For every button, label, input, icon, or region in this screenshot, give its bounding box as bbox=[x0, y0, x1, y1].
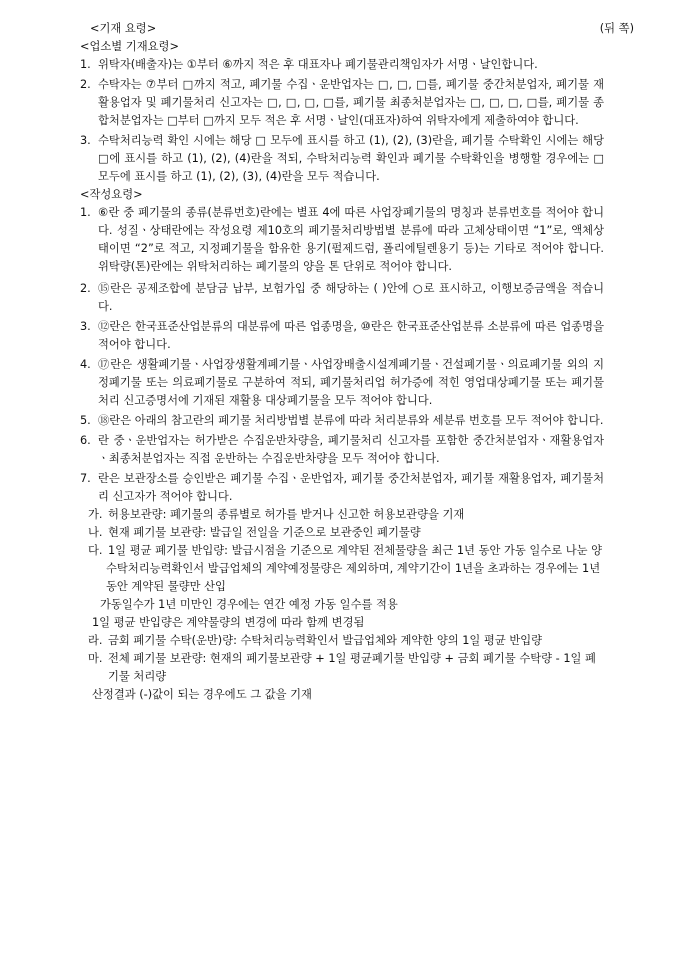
sub-item-text: 1일 평균 폐기물 반입량: 발급시점을 기준으로 계약된 전체물량을 최근 1년 동안 가동 일수로 나눈 양 bbox=[108, 544, 603, 557]
sub-item-text: 전체 폐기물 보관량: 현재의 폐기물보관량 + 1일 평균폐기물 반입량 + 금회 폐기물 수탁량 - 1일 폐기물 처리량 bbox=[108, 652, 596, 683]
final-note: 산정결과 (-)값이 되는 경우에도 그 값을 기재 bbox=[92, 688, 312, 701]
sub-item bbox=[80, 632, 604, 650]
item-text: 수탁자는 ⑦부터 □까지 적고, 폐기물 수집ㆍ운반업자는 □, □, □를, 폐기물 중간처분업자, 폐기물 재활용업자 및 폐기물처리 신고자는 □, □, □, □를, 폐기물 최종처분업자는 □, □, □, □를, 폐기물 종합처분업자는 □부터 □까지 모두 적은 후 서명ㆍ날인(대표자)하여 위탁자에게 제출하여야 합니다. bbox=[98, 78, 604, 127]
list-item bbox=[80, 470, 604, 506]
sub-note: 1일 평균 반입량은 계약물량의 변경에 따라 함께 변경됨 bbox=[92, 616, 365, 629]
sub-item-text: 현재 폐기물 보관량: 발급일 전일을 기준으로 보관중인 폐기물량 bbox=[108, 526, 421, 539]
item-number: 6. bbox=[80, 434, 91, 447]
sub-item-number: 라. bbox=[88, 634, 103, 647]
sub-item-number: 가. bbox=[88, 508, 103, 521]
page-title: <기재 요령> bbox=[90, 22, 157, 35]
item-text: ⑰란은 생활폐기물ㆍ사업장생활계폐기물ㆍ사업장배출시설계폐기물ㆍ건설폐기물ㆍ의료폐기물 외의 지정폐기물 또는 의료폐기물로 구분하여 적되, 폐기물처리업 허가증에 적힌 영업대상폐기물 또는 폐기물처리 신고증명서에 기재된 재활용 대상폐기물을 모두 적어야 합니다. bbox=[98, 358, 604, 407]
item-number: 2. bbox=[80, 282, 91, 295]
item-text: 위탁자(배출자)는 ①부터 ⑥까지 적은 후 대표자나 폐기물관리책임자가 서명ㆍ날인합니다. bbox=[98, 58, 538, 71]
list-item bbox=[80, 204, 604, 276]
item-number: 4. bbox=[80, 358, 91, 371]
item-number: 5. bbox=[80, 414, 91, 427]
item-text: 란 중ㆍ운반업자는 허가받은 수집운반차량을, 폐기물처리 신고자를 포함한 중간처분업자ㆍ재활용업자ㆍ최종처분업자는 직접 운반하는 수집운반차량을 모두 적어야 합니다. bbox=[98, 434, 604, 465]
sub-item bbox=[80, 524, 604, 542]
item-number: 1. bbox=[80, 58, 91, 71]
page-header bbox=[80, 20, 634, 38]
item-text: 수탁처리능력 확인 시에는 해당 □ 모두에 표시를 하고 (1), (2), (3)란을, 폐기물 수탁확인 시에는 해당 □에 표시를 하고 (1), (2), (4)란을 적되, 수탁처리능력 확인과 폐기물 수탁확인을 병행할 경우에는 □ 모두에 표시를 하고 (1), (2), (3), (4)란을 모두 적습니다. bbox=[98, 134, 604, 183]
list-item bbox=[80, 56, 604, 74]
section-heading: <작성요령> bbox=[80, 188, 143, 201]
list-item bbox=[80, 432, 604, 468]
sub-item bbox=[80, 506, 604, 524]
section-business-guide bbox=[80, 38, 604, 186]
list-item bbox=[80, 76, 604, 130]
sub-item bbox=[80, 650, 604, 686]
item-text: 란은 보관장소를 승인받은 폐기물 수집ㆍ운반업자, 폐기물 중간처분업자, 폐기물 재활용업자, 폐기물처리 신고자가 적어야 합니다. bbox=[98, 472, 604, 503]
list-item bbox=[80, 132, 604, 186]
item-number: 3. bbox=[80, 320, 91, 333]
sub-item-number: 나. bbox=[88, 526, 103, 539]
sub-item-number: 마. bbox=[88, 652, 103, 665]
sub-note: 가동일수가 1년 미만인 경우에는 연간 예정 가동 일수를 적용 bbox=[100, 598, 398, 611]
sub-item-text: 금회 폐기물 수탁(운반)량: 수탁처리능력확인서 발급업체와 계약한 양의 1일 평균 반입량 bbox=[108, 634, 543, 647]
item-text: ⑱란은 아래의 참고란의 폐기물 처리방법별 분류에 따라 처리분류와 세분류 번호를 모두 적어야 합니다. bbox=[98, 414, 604, 427]
item-text: ⑫란은 한국표준산업분류의 대분류에 따른 업종명을, ⑩란은 한국표준산업분류 소분류에 따른 업종명을 적어야 합니다. bbox=[98, 320, 604, 351]
sub-item-number: 다. bbox=[88, 544, 103, 557]
list-item bbox=[80, 412, 604, 430]
item-number: 7. bbox=[80, 472, 91, 485]
item-number: 2. bbox=[80, 78, 91, 91]
item-number: 1. bbox=[80, 206, 91, 219]
sub-note: 수탁처리능력확인서 발급업체의 계약예정물량은 제외하며, 계약기간이 1년을 초과하는 경우에는 1년 동안 계약된 물량만 산입 bbox=[106, 562, 601, 593]
item-text: ⑮란은 공제조합에 분담금 납부, 보험가입 중 해당하는 ( )안에 ○로 표시하고, 이행보증금액을 적습니다. bbox=[98, 282, 604, 313]
section-writing-guide bbox=[80, 186, 604, 704]
list-item bbox=[80, 356, 604, 410]
item-text: ⑥란 중 폐기물의 종류(분류번호)란에는 별표 4에 따른 사업장폐기물의 명칭과 분류번호를 적어야 합니다. 성질ㆍ상태란에는 작성요령 제10호의 폐기물처리방법별 분류에 따라 고체상태이면 “1”로, 액체상태이면 “2”로 적고, 지정폐기물을 함유한 용기(펄제드럼, 폴리에틸렌용기 등)는 기타로 적어야 합니다. 위탁량(톤)란에는 위탁처리하는 폐기물의 양을 톤 단위로 적어야 합니다. bbox=[98, 206, 604, 273]
section-heading: <업소별 기재요령> bbox=[80, 40, 179, 53]
sub-item bbox=[80, 542, 604, 560]
sub-item-text: 허용보관량: 폐기물의 종류별로 허가를 받거나 신고한 허용보관량을 기재 bbox=[108, 508, 465, 521]
page-side-label: (뒤 쪽) bbox=[599, 22, 634, 35]
list-item bbox=[80, 280, 604, 316]
list-item bbox=[80, 318, 604, 354]
item-number: 3. bbox=[80, 134, 91, 147]
